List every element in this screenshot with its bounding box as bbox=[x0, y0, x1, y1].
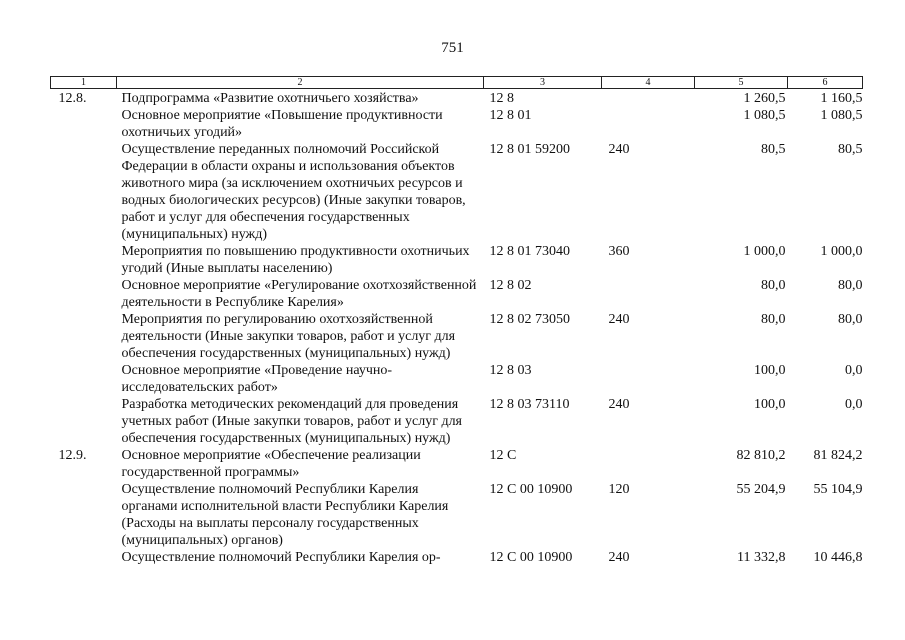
table-row bbox=[51, 447, 863, 481]
amount-column-6: 80,5 bbox=[838, 142, 863, 157]
expense-type bbox=[602, 107, 695, 141]
amount-column-6: 81 824,2 bbox=[813, 448, 863, 463]
row-number bbox=[51, 107, 117, 141]
expense-type bbox=[602, 447, 695, 481]
amount-column-6: 80,0 bbox=[838, 278, 863, 293]
table-row bbox=[51, 141, 863, 243]
row-number: 12.9. bbox=[58, 448, 87, 463]
row-number bbox=[51, 311, 117, 362]
amount-column-6: 0,0 bbox=[845, 363, 863, 378]
table-row bbox=[51, 396, 863, 447]
budget-code: 12 8 01 73040 bbox=[489, 244, 570, 259]
row-number bbox=[51, 549, 117, 566]
item-name: Осуществление полномочий Республики Карелия органами исполнительной власти Республики Карелия (Расходы на выплаты персоналу государственных (муниципальных) органов) bbox=[121, 482, 449, 548]
item-name: Подпрограмма «Развитие охотничьего хозяйства» bbox=[121, 91, 419, 106]
item-name: Мероприятия по повышению продуктивности охотничьих угодий (Иные выплаты населению) bbox=[121, 244, 470, 276]
amount-column-5: 11 332,8 bbox=[737, 550, 786, 565]
expense-type bbox=[602, 362, 695, 396]
amount-column-5: 55 204,9 bbox=[736, 482, 786, 497]
table-row bbox=[51, 107, 863, 141]
item-name: Мероприятия по регулированию охотхозяйственной деятельности (Иные закупки товаров, работ и услуг для обеспечения государственных (муниципальных) нужд) bbox=[121, 312, 456, 361]
item-name: Основное мероприятие «Повышение продуктивности охотничьих угодий» bbox=[121, 108, 443, 140]
budget-code: 12 8 bbox=[489, 91, 514, 106]
amount-column-5: 1 080,5 bbox=[743, 108, 786, 123]
amount-column-6: 0,0 bbox=[845, 397, 863, 412]
amount-column-6: 1 080,5 bbox=[820, 108, 863, 123]
amount-column-6: 80,0 bbox=[838, 312, 863, 327]
row-number bbox=[51, 277, 117, 311]
table-row bbox=[51, 89, 863, 108]
item-name: Основное мероприятие «Проведение научно-исследовательских работ» bbox=[121, 363, 393, 395]
item-name: Основное мероприятие «Обеспечение реализации государственной программы» bbox=[121, 448, 421, 480]
table-row bbox=[51, 243, 863, 277]
expense-type: 240 bbox=[608, 397, 630, 412]
amount-column-5: 80,5 bbox=[761, 142, 786, 157]
table-header-row bbox=[51, 77, 863, 89]
table-row bbox=[51, 549, 863, 566]
amount-column-5: 100,0 bbox=[754, 363, 786, 378]
budget-code: 12 С bbox=[489, 448, 517, 463]
item-name: Основное мероприятие «Регулирование охотхозяйственной деятельности в Республике Карелия» bbox=[121, 278, 477, 310]
row-number bbox=[51, 243, 117, 277]
budget-code: 12 С 00 10900 bbox=[489, 550, 573, 565]
budget-code: 12 8 02 bbox=[489, 278, 532, 293]
amount-column-6: 1 160,5 bbox=[820, 91, 863, 106]
expense-type bbox=[602, 89, 695, 108]
amount-column-6: 1 000,0 bbox=[820, 244, 863, 259]
budget-code: 12 8 02 73050 bbox=[489, 312, 570, 327]
amount-column-5: 80,0 bbox=[761, 278, 786, 293]
expense-type: 240 bbox=[608, 142, 630, 157]
amount-column-5: 80,0 bbox=[761, 312, 786, 327]
column-header-6: 6 bbox=[788, 77, 863, 89]
table-row bbox=[51, 362, 863, 396]
column-header-5: 5 bbox=[695, 77, 788, 89]
amount-column-5: 1 000,0 bbox=[743, 244, 786, 259]
amount-column-5: 100,0 bbox=[754, 397, 786, 412]
table-row bbox=[51, 481, 863, 549]
page-number: 751 bbox=[441, 40, 464, 56]
table-row bbox=[51, 277, 863, 311]
row-number bbox=[51, 362, 117, 396]
item-name: Осуществление полномочий Республики Карелия ор- bbox=[121, 550, 441, 565]
amount-column-6: 10 446,8 bbox=[813, 550, 863, 565]
row-number bbox=[51, 396, 117, 447]
expense-type: 240 bbox=[608, 550, 630, 565]
budget-code: 12 8 01 59200 bbox=[489, 142, 570, 157]
budget-table bbox=[50, 76, 863, 566]
expense-type: 360 bbox=[608, 244, 630, 259]
row-number: 12.8. bbox=[58, 91, 87, 106]
budget-code: 12 8 03 bbox=[489, 363, 532, 378]
budget-code: 12 8 03 73110 bbox=[489, 397, 570, 412]
table-row bbox=[51, 311, 863, 362]
row-number bbox=[51, 141, 117, 243]
column-header-3: 3 bbox=[484, 77, 602, 89]
row-number bbox=[51, 481, 117, 549]
amount-column-6: 55 104,9 bbox=[813, 482, 863, 497]
item-name: Разработка методических рекомендаций для проведения учетных работ (Иные закупки товаров, работ и услуг для обеспечения государственных (муниципальных) нужд) bbox=[121, 397, 462, 446]
amount-column-5: 1 260,5 bbox=[743, 91, 786, 106]
expense-type: 240 bbox=[608, 312, 630, 327]
expense-type: 120 bbox=[608, 482, 630, 497]
budget-code: 12 8 01 bbox=[489, 108, 532, 123]
expense-type bbox=[602, 277, 695, 311]
column-header-4: 4 bbox=[602, 77, 695, 89]
column-header-1: 1 bbox=[51, 77, 117, 89]
column-header-2: 2 bbox=[117, 77, 484, 89]
amount-column-5: 82 810,2 bbox=[736, 448, 786, 463]
item-name: Осуществление переданных полномочий Российской Федерации в области охраны и использования объектов животного мира (за исключением охотничьих ресурсов и водных биологических ресурсов) (Иные закупки товаров, работ и услуг для обеспечения государственных (муниципальных) нужд) bbox=[121, 142, 466, 242]
budget-code: 12 С 00 10900 bbox=[489, 482, 573, 497]
